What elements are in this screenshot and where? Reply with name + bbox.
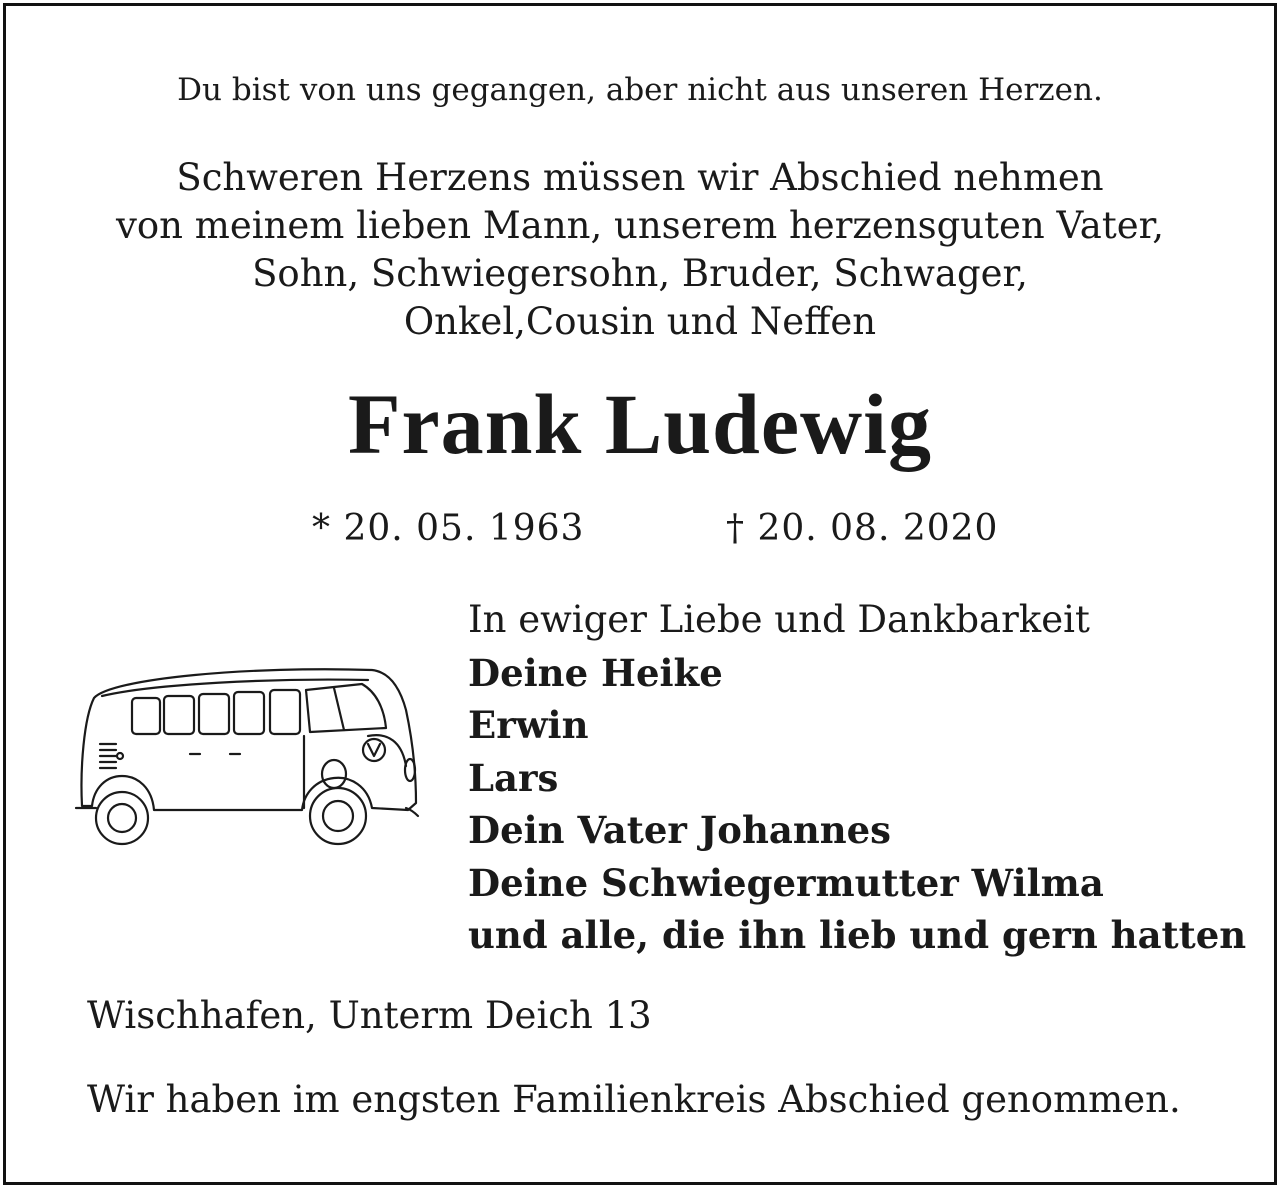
intro-line: von meinem lieben Mann, unserem herzensguten Vater, bbox=[115, 204, 1164, 247]
intro-line: Onkel,Cousin und Neffen bbox=[403, 300, 877, 343]
mourners-block bbox=[468, 594, 1246, 962]
mourner-name: Dein Vater Johannes bbox=[468, 808, 891, 852]
intro-text bbox=[6, 154, 1274, 346]
closing-note: Wir haben im engsten Familienkreis Abschied genommen. bbox=[87, 1078, 1181, 1121]
deceased-name: Frank Ludewig bbox=[347, 376, 933, 472]
intro-line: Sohn, Schwiegersohn, Bruder, Schwager, bbox=[252, 252, 1028, 295]
obituary-notice bbox=[3, 3, 1277, 1185]
mourner-name: und alle, die ihn lieb und gern hatten bbox=[468, 913, 1247, 957]
mourner-name: Erwin bbox=[468, 703, 589, 747]
mourner-name: Deine Schwiegermutter Wilma bbox=[468, 860, 1104, 905]
vw-bus-illustration bbox=[72, 658, 422, 853]
motto: Du bist von uns gegangen, aber nicht aus unseren Herzen. bbox=[177, 72, 1103, 108]
birth-date: * 20. 05. 1963 bbox=[312, 508, 585, 549]
mourners-heading: In ewiger Liebe und Dankbarkeit bbox=[468, 598, 1090, 641]
family-address: Wischhafen, Unterm Deich 13 bbox=[87, 994, 652, 1037]
mourner-name: Deine Heike bbox=[468, 650, 723, 695]
intro-line: Schweren Herzens müssen wir Abschied nehmen bbox=[176, 156, 1104, 199]
mourner-name: Lars bbox=[468, 755, 559, 800]
death-date: † 20. 08. 2020 bbox=[726, 508, 999, 549]
